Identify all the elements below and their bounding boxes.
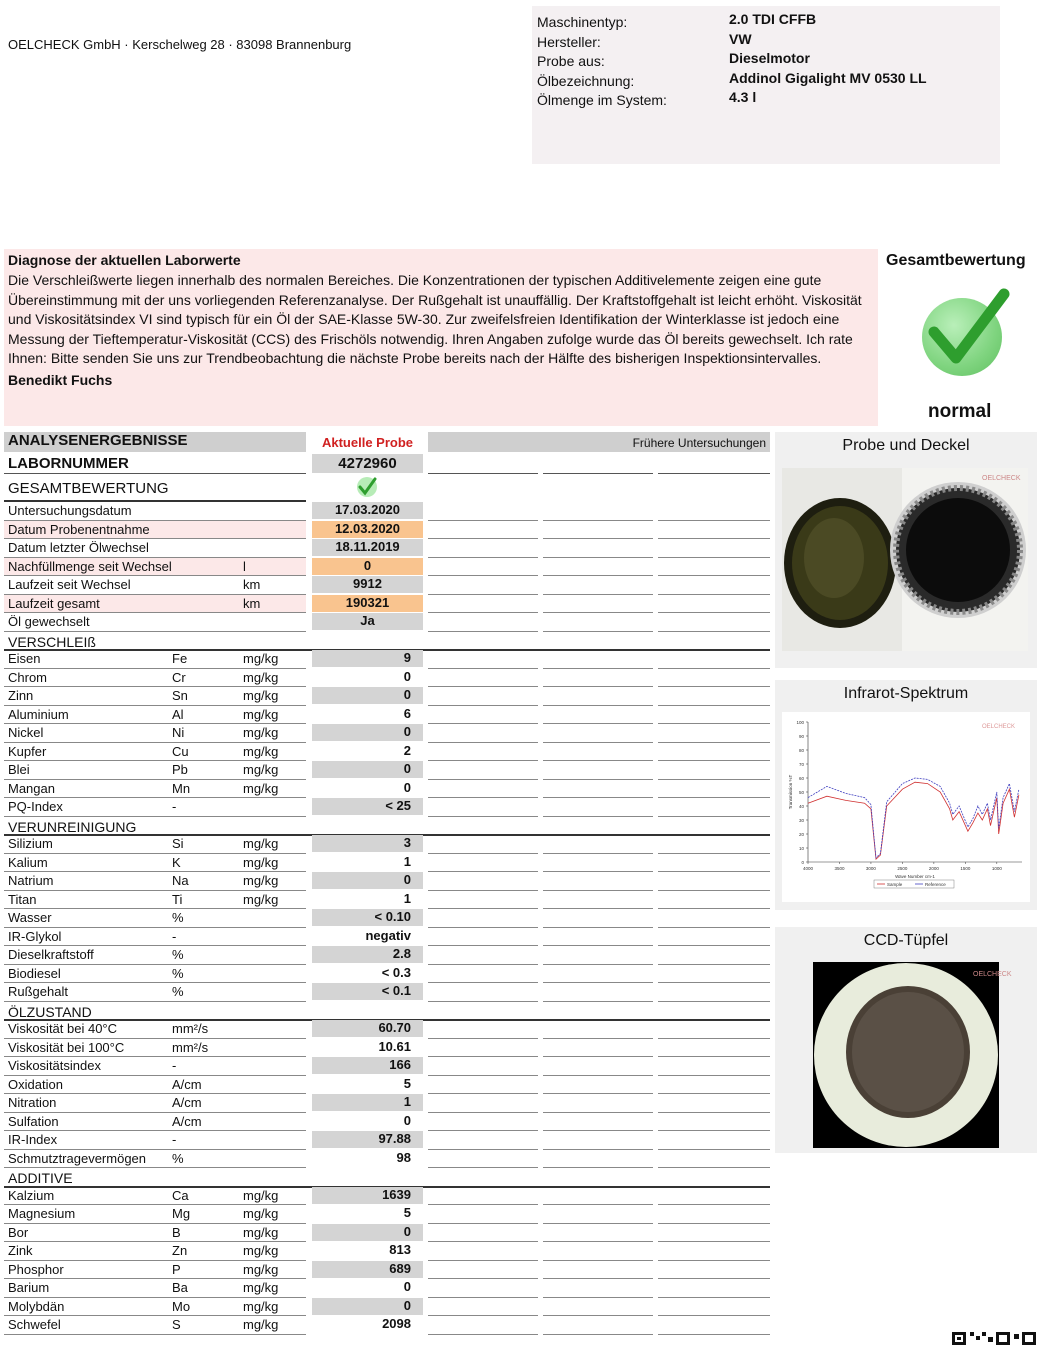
earlier-column-divider — [658, 1334, 770, 1335]
row-value: 0 — [403, 779, 411, 795]
row-label: Datum letzter Ölwechsel — [8, 540, 149, 555]
watermark-text: OELCHECK — [973, 971, 1012, 978]
row-unit: l — [243, 558, 246, 574]
check-icon — [920, 288, 1010, 378]
table-row — [0, 835, 772, 854]
overall-rating-title: Gesamtbewertung — [886, 252, 1026, 269]
row-label: Molybdän — [8, 1298, 65, 1314]
manufacturer-label: Hersteller: — [537, 34, 601, 50]
table-row — [0, 1094, 772, 1113]
sample-from-value: Dieselmotor — [729, 50, 810, 66]
table-row — [0, 521, 772, 540]
row-label: Kalzium — [8, 1187, 55, 1203]
table-row — [0, 724, 772, 743]
row-value: negativ — [365, 927, 411, 943]
row-value: 0 — [403, 668, 411, 684]
x-tick-label: 1000 — [991, 866, 1002, 871]
oil-amount-value: 4.3 l — [729, 89, 757, 105]
row-value: 18.11.2019 — [312, 539, 423, 556]
row-symbol: Zn — [172, 1243, 188, 1258]
row-symbol: Fe — [172, 651, 188, 666]
sample-panel-title: Probe und Deckel — [842, 437, 970, 454]
row-value: 0 — [312, 872, 423, 889]
table-row — [0, 1205, 772, 1224]
y-axis-label: Transmission %T — [788, 774, 793, 810]
row-label: Schmutztragevermögen — [8, 1150, 147, 1166]
divider — [428, 473, 538, 474]
row-value: 3 — [312, 835, 423, 852]
row-divider — [4, 631, 306, 632]
lab-number-label: LABORNUMMER — [8, 455, 129, 472]
oil-name-value: Addinol Gigalight MV 0530 LL — [729, 70, 927, 86]
table-row — [0, 558, 772, 577]
row-label: Laufzeit gesamt — [8, 595, 100, 611]
lab-number-value: 4272960 — [312, 454, 423, 473]
row-symbol: Ti — [172, 891, 183, 907]
table-row — [0, 983, 772, 1002]
row-label: Viskositätsindex — [8, 1058, 101, 1073]
row-unit: km — [243, 577, 261, 592]
manufacturer-value: VW — [729, 31, 752, 47]
row-label: Schwefel — [8, 1317, 61, 1332]
x-tick-label: 3500 — [834, 866, 845, 871]
table-row — [0, 502, 772, 521]
row-symbol: % — [172, 910, 184, 925]
table-row — [0, 1113, 772, 1132]
earlier-column-divider — [658, 1167, 770, 1168]
row-symbol: Na — [172, 873, 189, 888]
row-unit: mg/kg — [243, 1280, 279, 1295]
row-value: < 0.3 — [381, 964, 411, 980]
row-symbol: Ni — [172, 725, 185, 740]
row-label: Mangan — [8, 780, 55, 796]
y-tick-label: 50 — [798, 790, 804, 795]
y-tick-label: 90 — [798, 734, 804, 739]
legend-label: Sample — [887, 882, 903, 887]
table-row — [0, 613, 772, 632]
row-unit: mg/kg — [243, 706, 279, 722]
row-divider — [4, 1334, 306, 1335]
table-row — [0, 872, 772, 891]
row-label: IR-Glykol — [8, 928, 62, 944]
row-label: Kupfer — [8, 743, 47, 759]
row-unit: km — [243, 595, 261, 611]
row-value: < 0.10 — [312, 909, 423, 926]
row-symbol: % — [172, 947, 184, 962]
row-symbol: Cr — [172, 669, 186, 685]
row-label: Oxidation — [8, 1076, 63, 1092]
y-tick-label: 60 — [798, 776, 804, 781]
table-row — [0, 854, 772, 873]
row-label: Silizium — [8, 836, 53, 851]
row-value: 1 — [403, 890, 411, 906]
table-row — [0, 1224, 772, 1243]
oil-name-label: Ölbezeichnung: — [537, 73, 635, 89]
x-tick-label: 1500 — [960, 866, 971, 871]
row-label: Nitration — [8, 1095, 57, 1110]
row-symbol: Mn — [172, 780, 191, 796]
row-symbol: Mo — [172, 1298, 191, 1314]
row-value: 2 — [403, 742, 411, 758]
row-value: Ja — [312, 613, 423, 630]
row-label: IR-Index — [8, 1132, 58, 1147]
row-label: Wasser — [8, 910, 52, 925]
row-symbol: - — [172, 1132, 177, 1147]
row-symbol: Cu — [172, 743, 189, 759]
row-label: Eisen — [8, 651, 41, 666]
row-symbol: Al — [172, 706, 184, 722]
legend-label: Reference — [925, 882, 946, 887]
row-value: 2098 — [382, 1316, 411, 1331]
row-label: Laufzeit seit Wechsel — [8, 577, 131, 592]
section-title: VERSCHLEIß — [8, 633, 96, 650]
row-label: Viskosität bei 40°C — [8, 1021, 118, 1036]
row-value: 9 — [312, 650, 423, 667]
row-symbol: A/cm — [172, 1076, 202, 1092]
earlier-column-divider — [543, 1167, 653, 1168]
company-address: OELCHECK GmbH · Kerschelweg 28 · 83098 Brannenburg — [8, 37, 352, 52]
y-tick-label: 0 — [801, 860, 804, 865]
row-label: Barium — [8, 1280, 50, 1295]
row-label: Nachfüllmenge seit Wechsel — [8, 558, 172, 574]
row-value: 0 — [312, 1224, 423, 1241]
y-tick-label: 30 — [798, 818, 804, 823]
row-unit: mg/kg — [243, 873, 279, 888]
row-value: 0 — [312, 558, 423, 575]
table-row — [0, 1316, 772, 1335]
row-unit: mg/kg — [243, 854, 279, 870]
row-divider — [4, 1001, 306, 1002]
watermark-text: OELCHECK — [982, 724, 1016, 730]
row-value: 190321 — [312, 595, 423, 612]
earlier-column-divider — [658, 1001, 770, 1002]
diagnosis-box — [4, 249, 878, 426]
row-value: 12.03.2020 — [312, 521, 423, 538]
row-unit: mg/kg — [243, 1298, 279, 1314]
table-row — [0, 1076, 772, 1095]
diagnosis-signature: Benedikt Fuchs — [8, 371, 113, 388]
row-symbol: - — [172, 928, 177, 944]
row-symbol: mm²/s — [172, 1021, 209, 1036]
row-symbol: % — [172, 1150, 184, 1166]
machine-type-label: Maschinentyp: — [537, 14, 628, 30]
row-label: Rußgehalt — [8, 984, 68, 999]
sample-photo — [782, 468, 1028, 651]
row-label: Aluminium — [8, 706, 69, 722]
row-value: 10.61 — [378, 1038, 411, 1054]
table-row — [0, 743, 772, 762]
row-symbol: B — [172, 1224, 181, 1240]
row-symbol: Ca — [172, 1187, 189, 1203]
row-unit: mg/kg — [243, 743, 279, 759]
earlier-column-divider — [658, 631, 770, 632]
table-row — [0, 687, 772, 706]
row-label: PQ-Index — [8, 799, 63, 814]
y-tick-label: 20 — [798, 832, 804, 837]
machine-type-value: 2.0 TDI CFFB — [729, 11, 817, 27]
row-unit: mg/kg — [243, 669, 279, 685]
machine-info-box — [532, 6, 1000, 164]
overall-rating-row-label: GESAMTBEWERTUNG — [8, 480, 169, 497]
earlier-exams-header: Frühere Untersuchungen — [632, 436, 766, 450]
row-divider — [4, 1167, 306, 1168]
row-unit: mg/kg — [243, 762, 279, 777]
row-value: 689 — [312, 1261, 423, 1278]
row-divider — [4, 816, 306, 817]
row-value: 9912 — [312, 576, 423, 593]
table-row — [0, 780, 772, 799]
diagnosis-title: Diagnose der aktuellen Laborwerte — [8, 252, 241, 268]
earlier-column-divider — [543, 1001, 653, 1002]
row-value: 17.03.2020 — [312, 502, 423, 519]
row-symbol: A/cm — [172, 1095, 202, 1110]
row-unit: mg/kg — [243, 1206, 279, 1221]
diagnosis-text: Die Verschleißwerte liegen innerhalb des normalen Bereiches. Die Konzentrationen der typischen Additivelemente zeigen eine gute Übereinstimmung mit der uns vorliegenden Referenzanalyse. Der Rußgehalt ist unauffällig. Der Kraftstoffgehalt ist leicht erhöht. Viskosität und Viskositätsindex VI sind typisch für ein Öl der SAE-Klasse 5W-30. Zur zweifelsfreien Identifikation der Winterklasse ist jedoch eine Messung der Tieftemperatur-Viskosität (CCS) des Frischöls notwendig. Ihren Angaben zufolge wurde das Öl bereits gewechselt. Ich rate Ihnen: Bitte senden Sie uns zur Trendbeobachtung die nächste Probe bereits nach der Hälfte des bisherigen Inspektionsintervalles. — [8, 272, 862, 366]
row-label: Untersuchungsdatum — [8, 503, 132, 518]
divider — [4, 473, 306, 474]
row-label: Datum Probenentnahme — [8, 521, 150, 537]
table-row — [0, 928, 772, 947]
row-unit: mg/kg — [243, 836, 279, 851]
row-value: < 0.1 — [312, 983, 423, 1000]
section-title: ÖLZUSTAND — [8, 1003, 92, 1020]
table-row — [0, 1020, 772, 1039]
ir-panel — [775, 680, 1037, 910]
ccd-panel-title: CCD-Tüpfel — [863, 932, 949, 949]
x-tick-label: 2500 — [897, 866, 908, 871]
row-symbol: Pb — [172, 762, 188, 777]
divider — [543, 473, 653, 474]
table-row — [0, 891, 772, 910]
row-label: Zink — [8, 1243, 33, 1258]
row-label: Titan — [8, 891, 37, 907]
table-row — [0, 1039, 772, 1058]
row-label: Natrium — [8, 873, 54, 888]
row-symbol: mm²/s — [172, 1039, 209, 1055]
row-value: 1 — [312, 1094, 423, 1111]
table-row — [0, 595, 772, 614]
earlier-column-divider — [543, 816, 653, 817]
earlier-column-divider — [658, 816, 770, 817]
table-row — [0, 1131, 772, 1150]
row-value: 97.88 — [312, 1131, 423, 1148]
earlier-column-divider — [428, 1334, 538, 1335]
row-symbol: % — [172, 984, 184, 999]
table-row — [0, 1057, 772, 1076]
x-tick-label: 3000 — [865, 866, 876, 871]
row-symbol: Mg — [172, 1206, 191, 1221]
row-unit: mg/kg — [243, 688, 279, 703]
row-unit: mg/kg — [243, 1224, 279, 1240]
earlier-column-divider — [428, 1001, 538, 1002]
table-row — [0, 798, 772, 817]
section-title: VERUNREINIGUNG — [8, 818, 137, 835]
row-unit: mg/kg — [243, 1243, 279, 1258]
row-symbol: Si — [172, 836, 184, 851]
ir-panel-title: Infrarot-Spektrum — [843, 685, 969, 702]
watermark-text: OELCHECK — [982, 475, 1021, 482]
row-symbol: A/cm — [172, 1113, 202, 1129]
row-label: Öl gewechselt — [8, 614, 90, 629]
row-value: 2.8 — [312, 946, 423, 963]
row-label: Biodiesel — [8, 965, 61, 981]
divider — [658, 473, 770, 474]
table-row — [0, 1150, 772, 1169]
row-symbol: Sn — [172, 688, 188, 703]
row-unit: mg/kg — [243, 725, 279, 740]
section-title: ADDITIVE — [8, 1170, 73, 1186]
row-value: 0 — [312, 761, 423, 778]
row-value: 98 — [396, 1149, 411, 1165]
table-row — [0, 576, 772, 595]
row-symbol: P — [172, 1261, 181, 1277]
row-label: Sulfation — [8, 1113, 59, 1129]
earlier-column-divider — [428, 816, 538, 817]
row-value: 6 — [403, 705, 411, 721]
table-row — [0, 909, 772, 928]
row-symbol: Ba — [172, 1280, 188, 1295]
row-value: 5 — [403, 1075, 411, 1091]
row-unit: mg/kg — [243, 780, 279, 796]
row-value: 0 — [312, 724, 423, 741]
row-unit: mg/kg — [243, 1261, 279, 1277]
row-symbol: % — [172, 965, 184, 981]
row-value: 5 — [403, 1205, 411, 1220]
ccd-spot-image — [813, 962, 1012, 1148]
row-unit: mg/kg — [243, 891, 279, 907]
x-tick-label: 2000 — [928, 866, 939, 871]
sample-from-label: Probe aus: — [537, 53, 605, 69]
row-symbol: S — [172, 1317, 181, 1332]
row-symbol: K — [172, 854, 181, 870]
row-unit: mg/kg — [243, 1187, 279, 1203]
ir-spectrum-chart — [782, 712, 1030, 902]
table-row — [0, 965, 772, 984]
table-row — [0, 946, 772, 965]
table-row — [0, 1242, 772, 1261]
qr-code — [952, 1328, 1036, 1345]
earlier-column-divider — [543, 631, 653, 632]
sample-panel — [775, 432, 1037, 668]
earlier-column-divider — [543, 1334, 653, 1335]
earlier-column-divider — [428, 631, 538, 632]
row-label: Zinn — [8, 688, 34, 703]
oil-amount-label: Ölmenge im System: — [537, 92, 667, 108]
table-row — [0, 539, 772, 558]
y-tick-label: 100 — [796, 720, 804, 725]
y-tick-label: 70 — [798, 762, 804, 767]
row-label: Dieselkraftstoff — [8, 947, 94, 962]
row-value: 813 — [389, 1242, 411, 1257]
row-label: Bor — [8, 1224, 29, 1240]
row-value: < 25 — [312, 798, 423, 815]
row-label: Chrom — [8, 669, 48, 685]
row-label: Phosphor — [8, 1261, 64, 1277]
row-unit: mg/kg — [243, 1317, 279, 1332]
row-unit: mg/kg — [243, 651, 279, 666]
table-row — [0, 1298, 772, 1317]
table-row — [0, 706, 772, 725]
x-tick-label: 4000 — [802, 866, 814, 871]
row-label: Viskosität bei 100°C — [8, 1039, 125, 1055]
row-value: 0 — [312, 1298, 423, 1315]
analysis-results-title: ANALYSENERGEBNISSE — [8, 432, 188, 449]
row-symbol: - — [172, 799, 177, 814]
table-row — [0, 1187, 772, 1206]
row-label: Nickel — [8, 725, 44, 740]
table-row — [0, 669, 772, 688]
table-row — [0, 761, 772, 780]
x-axis-label: Wave Number cm-1 — [895, 874, 935, 879]
row-label: Kalium — [8, 854, 48, 870]
row-value: 166 — [312, 1057, 423, 1074]
row-value: 0 — [403, 1112, 411, 1128]
table-row — [0, 1279, 772, 1298]
row-value: 0 — [403, 1279, 411, 1294]
table-row — [0, 1261, 772, 1280]
row-value: 0 — [312, 687, 423, 704]
earlier-column-divider — [428, 1167, 538, 1168]
row-value: 60.70 — [312, 1020, 423, 1037]
y-tick-label: 40 — [798, 804, 804, 809]
row-label: Magnesium — [8, 1206, 76, 1221]
row-value: 1639 — [312, 1187, 423, 1204]
check-icon — [355, 475, 379, 499]
y-tick-label: 80 — [798, 748, 804, 753]
row-label: Blei — [8, 762, 30, 777]
overall-rating-status: normal — [928, 401, 992, 422]
table-row — [0, 650, 772, 669]
row-value: 1 — [403, 853, 411, 869]
current-sample-header: Aktuelle Probe — [321, 435, 414, 450]
row-symbol: - — [172, 1058, 177, 1073]
ccd-panel — [775, 927, 1037, 1153]
y-tick-label: 10 — [798, 846, 804, 851]
